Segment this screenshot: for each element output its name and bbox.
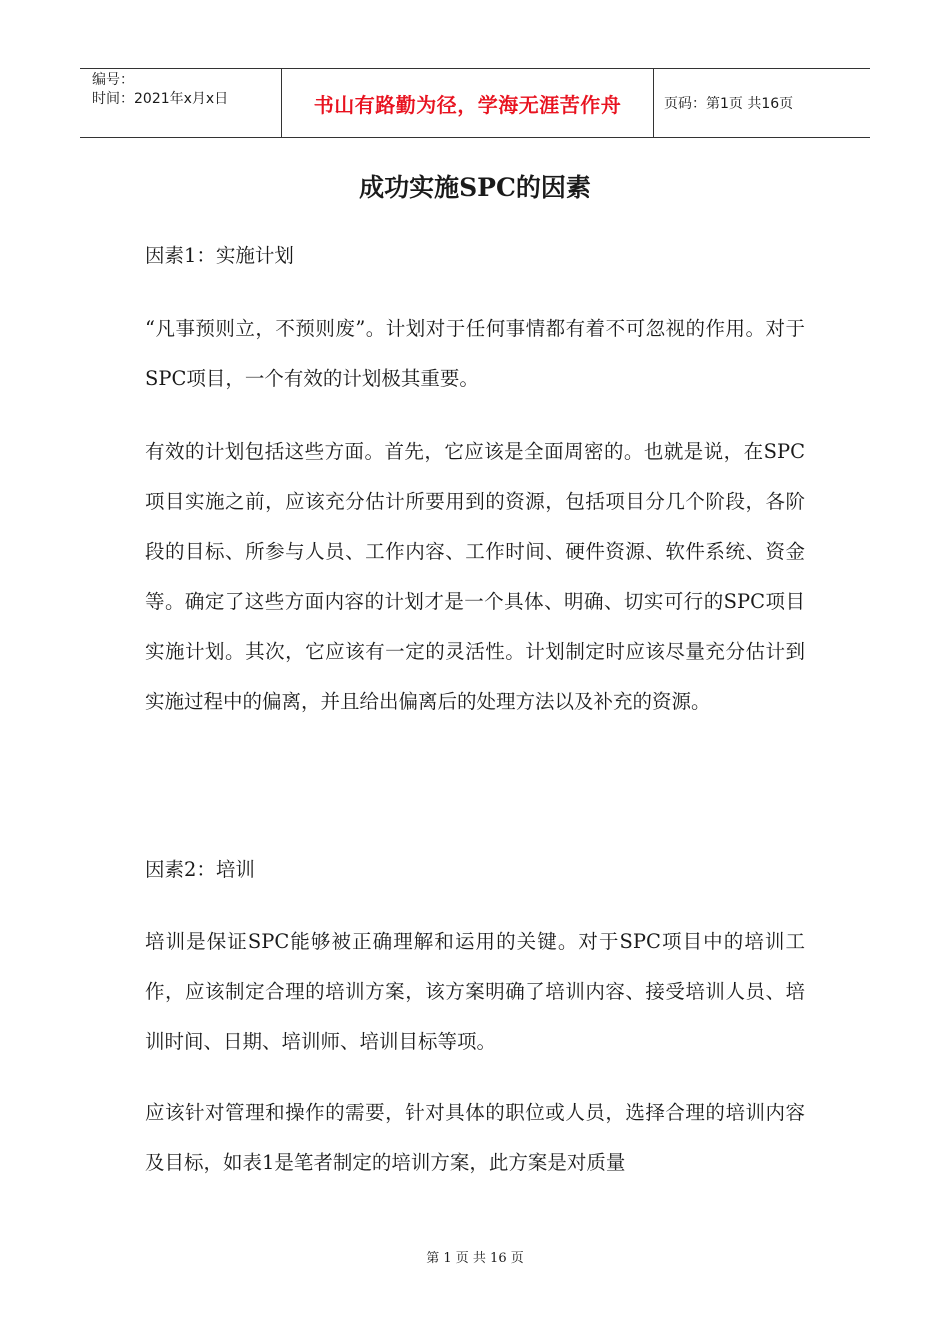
factor1-paragraph-1-block [145,304,805,404]
factor1-section [145,243,805,269]
document-number-label: 编号： [92,72,134,88]
factor1-paragraph-1: “凡事预则立，不预则废”。计划对于任何事情都有着不可忽视的作用。对于SPC项目，一个有效的计划极其重要。 [145,317,805,390]
document-title: 成功实施SPC的因素 [359,173,591,202]
factor2-paragraph-2-block [145,1088,805,1188]
header-page-info: 页码：第1页 共16页 [664,96,794,112]
factor2-section [145,857,805,883]
header-motto: 书山有路勤为径，学海无涯苦作舟 [282,69,654,137]
factor1-paragraph-2: 有效的计划包括这些方面。首先，它应该是全面周密的。也就是说，在SPC项目实施之前，应该充分估计所要用到的资源，包括项目分几个阶段，各阶段的目标、所参与人员、工作内容、工作时间、硬件资源、软件系统、资金等。确定了这些方面内容的计划才是一个具体、明确、切实可行的SPC项目实施计划。其次，它应该有一定的灵活性。计划制定时应该尽量充分估计到实施过程中的偏离，并且给出偏离后的处理方法以及补充的资源。 [145,440,805,713]
header-meta [80,69,282,137]
factor2-paragraph-1-block [145,917,805,1067]
factor1-heading: 因素1：实施计划 [145,244,294,267]
factor1-paragraph-2-block [145,427,805,727]
page-footer: 第 1 页 共 16 页 [426,1251,524,1266]
factor2-paragraph-2: 应该针对管理和操作的需要，针对具体的职位或人员，选择合理的培训内容及目标，如表1是笔者制定的培训方案，此方案是对质量 [145,1101,805,1174]
document-time-label: 时间：2021年x月x日 [92,91,229,107]
document-header [80,68,870,138]
factor2-heading: 因素2：培训 [145,858,255,881]
factor2-paragraph-1: 培训是保证SPC能够被正确理解和运用的关键。对于SPC项目中的培训工作，应该制定合理的培训方案，该方案明确了培训内容、接受培训人员、培训时间、日期、培训师、培训目标等项。 [145,930,805,1053]
